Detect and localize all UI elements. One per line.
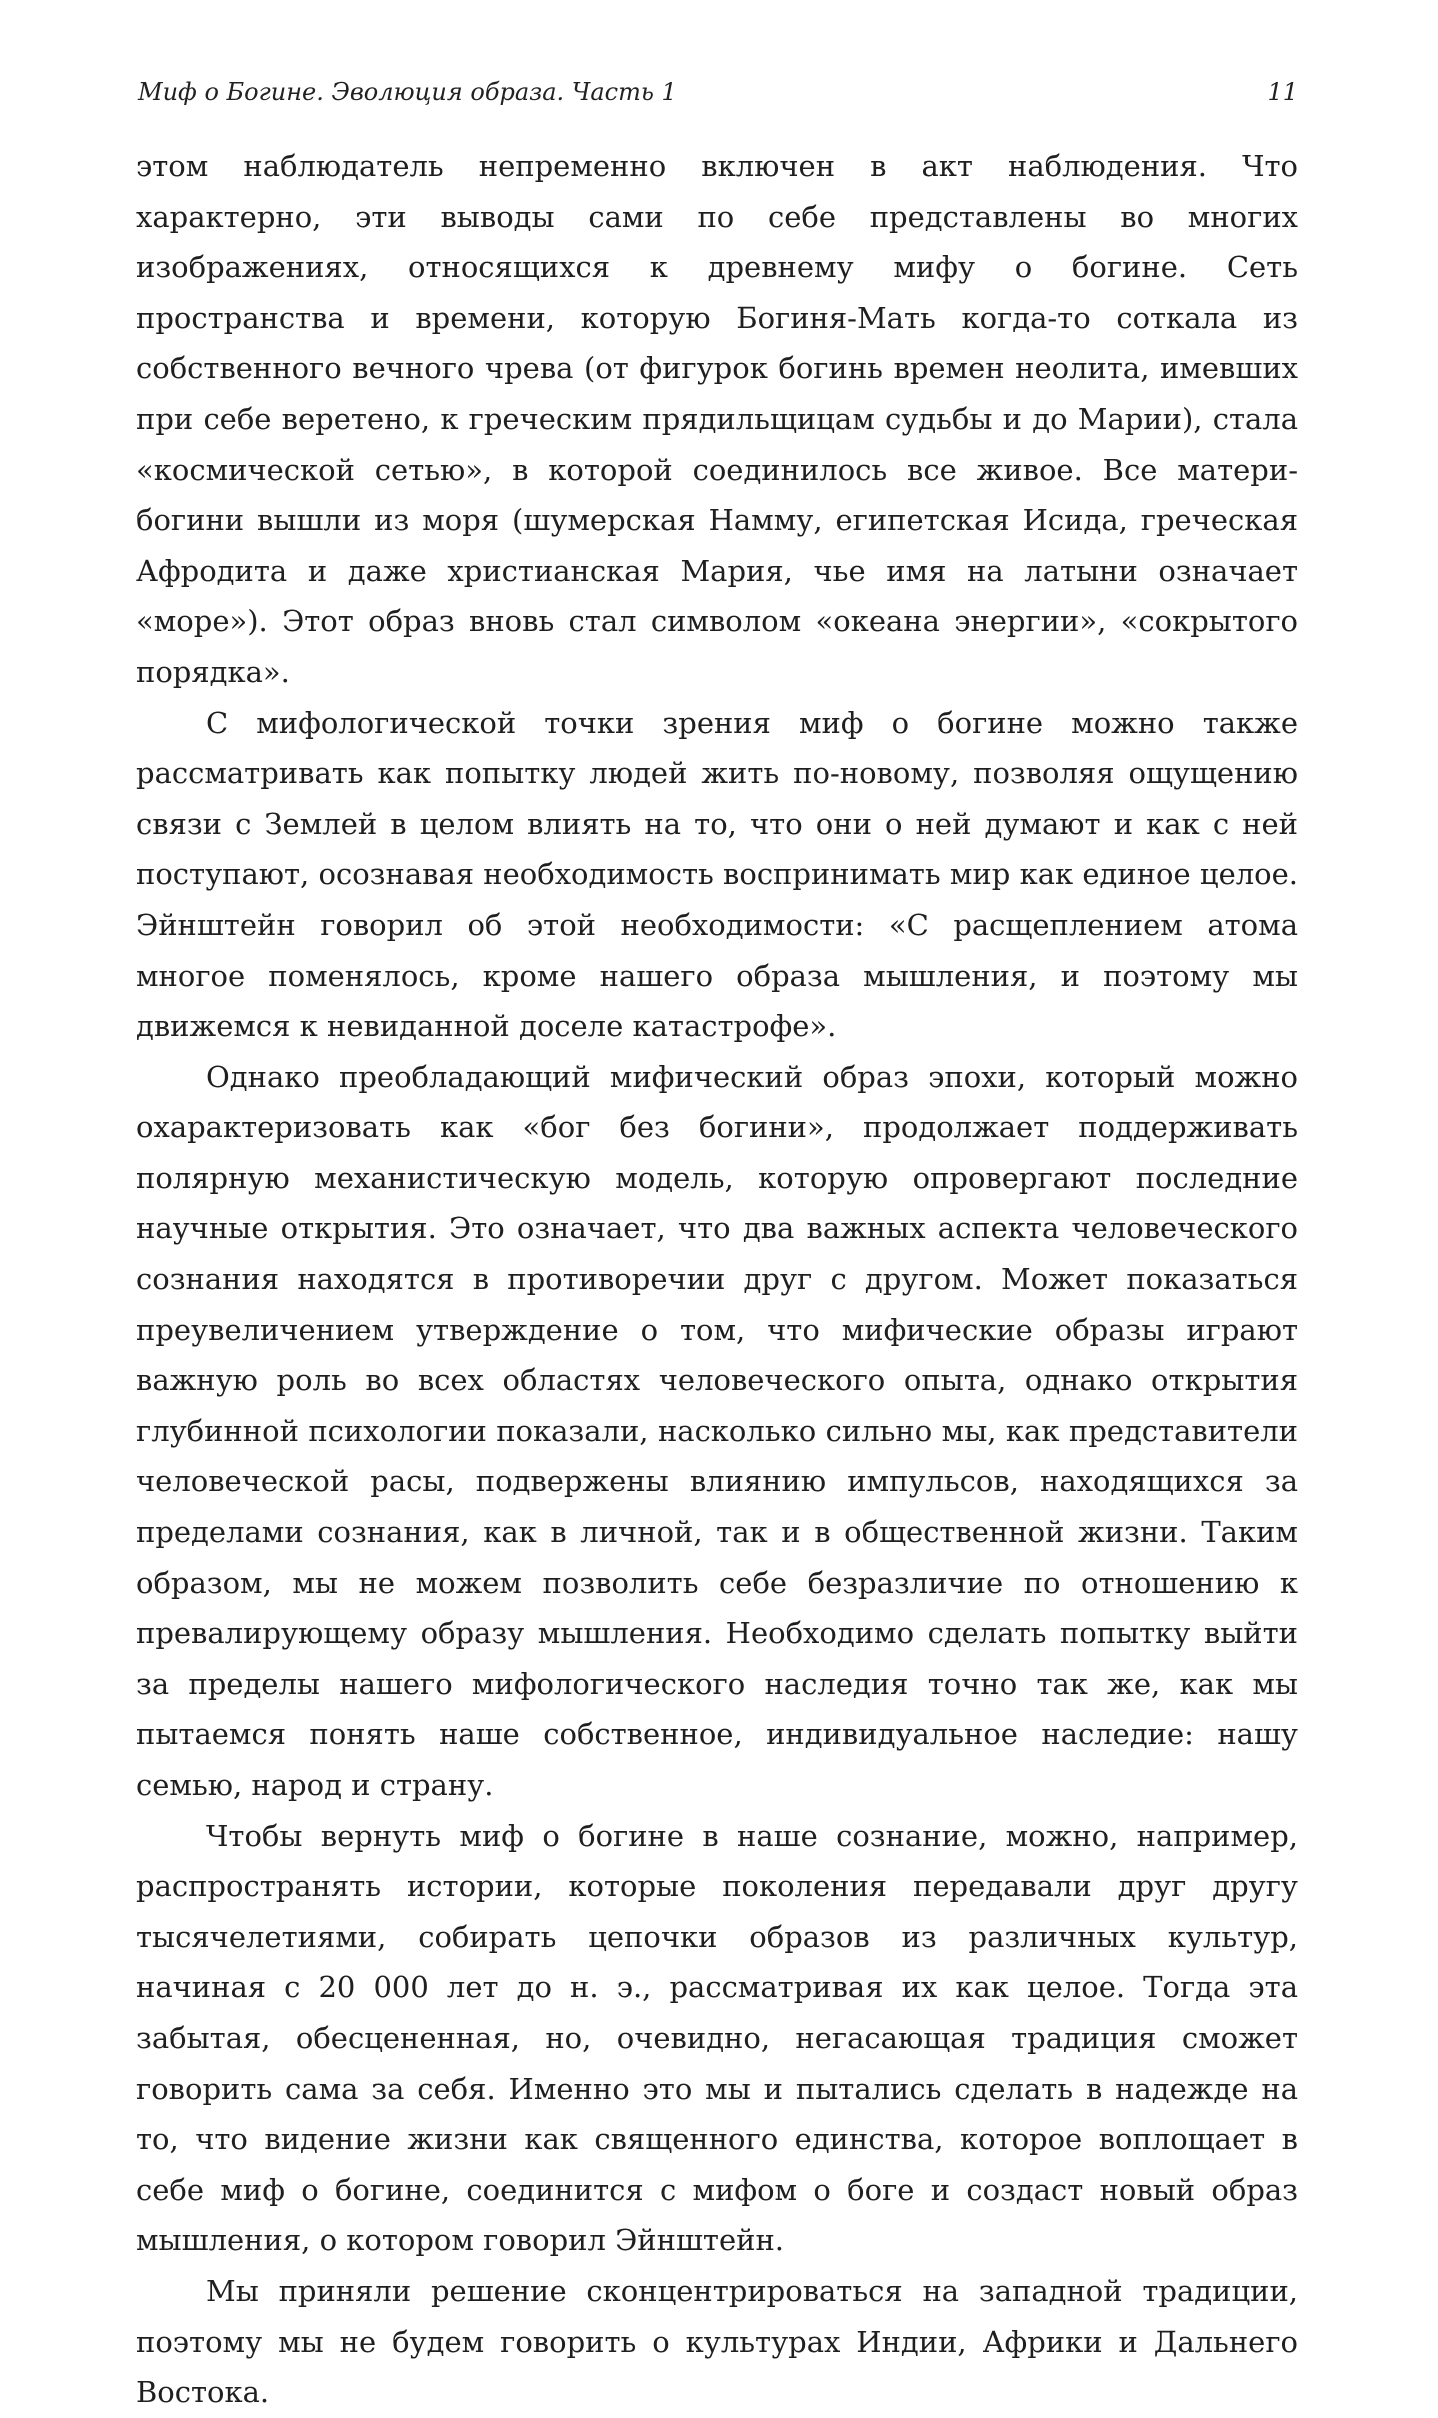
running-title: Миф о Богине. Эволюция образа. Часть 1	[138, 78, 677, 106]
paragraph: С мифологической точки зрения миф о богине можно также рассматривать как попытку людей жить по-новому, позволяя ощущению связи с Землей в целом влиять на то, что они о ней думают и как с ней поступают, осознавая необходимость воспринимать мир как единое целое. Эйнштейн говорил об этой необходимости: «С расщеплением атома многое поменялось, кроме нашего образа мышления, и поэтому мы движемся к невиданной доселе катастрофе».	[136, 705, 1298, 1044]
paragraph-continued: этом наблюдатель непременно включен в акт наблюдения. Что характерно, эти выводы сами по себе представлены во многих изображениях, относящихся к древнему мифу о богине. Сеть пространства и времени, которую Богиня-Мать когда-то соткала из собственного вечного чрева (от фигурок богинь времен неолита, имевших при себе веретено, к греческим прядильщицам судьбы и до Марии), стала «космической сетью», в которой соединилось все живое. Все матери-богини вышли из моря (шумерская Намму, египетская Исида, греческая Афродита и даже христианская Мария, чье имя на латыни означает «море»). Этот образ вновь стал символом «океана энергии», «сокрытого порядка».	[136, 149, 1298, 689]
body-text	[136, 141, 1298, 2418]
paragraph: Мы приняли решение сконцентрироваться на западной традиции, поэтому мы не будем говорить о культурах Индии, Африки и Дальнего Востока.	[136, 2273, 1298, 2410]
paragraph: Чтобы вернуть миф о богине в наше сознание, можно, например, распространять истории, которые поколения передавали друг другу тысячелетиями, собирать цепочки образов из различных культур, начиная с 20 000 лет до н. э., рассматривая их как целое. Тогда эта забытая, обесцененная, но, очевидно, негасающая традиция сможет говорить сама за себя. Именно это мы и пытались сделать в надежде на то, что видение жизни как священного единства, которое воплощает в себе миф о богине, соединится с мифом о боге и создаст новый образ мышления, о котором говорил Эйнштейн.	[136, 1818, 1298, 2258]
paragraph: Однако преобладающий мифический образ эпохи, который можно охарактеризовать как «бог без богини», продолжает поддерживать полярную механистическую модель, которую опровергают последние научные открытия. Это означает, что два важных аспекта человеческого сознания находятся в противоречии друг с другом. Может показаться преувеличением утверждение о том, что мифические образы играют важную роль во всех областях человеческого опыта, однако открытия глубинной психологии показали, насколько сильно мы, как представители человеческой расы, подвержены влиянию импульсов, находящихся за пределами сознания, как в личной, так и в общественной жизни. Таким образом, мы не можем позволить себе безразличие по отношению к превалирующему образу мышления. Необходимо сделать попытку выйти за пределы нашего мифологического наследия точно так же, как мы пытаемся понять наше собственное, индивидуальное наследие: нашу семью, народ и страну.	[136, 1059, 1298, 1802]
running-header	[138, 78, 1298, 114]
page-number: 11	[1267, 78, 1298, 106]
